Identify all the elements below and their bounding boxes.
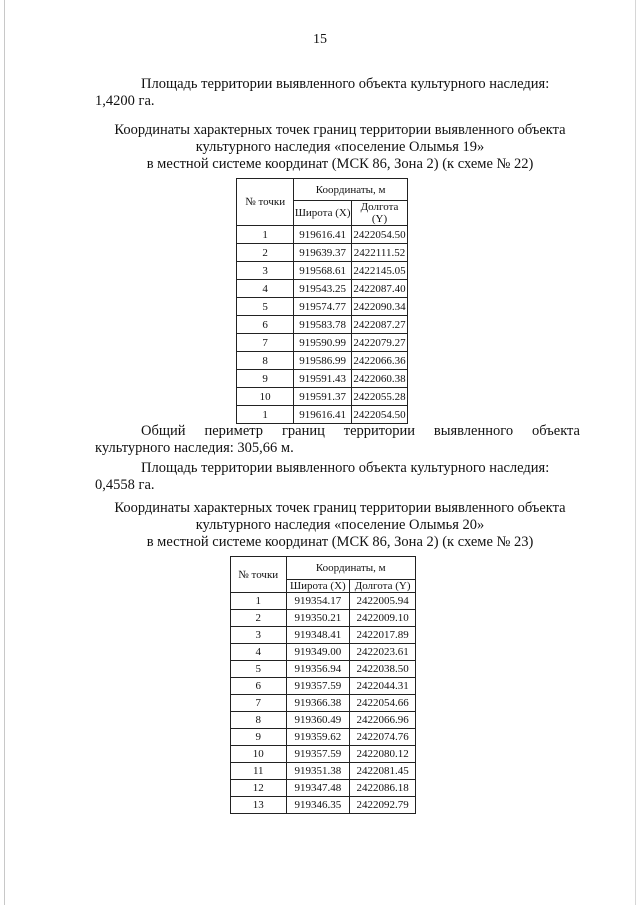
table2-body [231, 593, 416, 814]
cell-latitude: 919366.38 [286, 695, 350, 712]
cell-point-number: 1 [237, 406, 294, 424]
cell-latitude: 919357.59 [286, 746, 350, 763]
cell-longitude: 2422066.96 [350, 712, 416, 729]
cell-point-number: 5 [231, 661, 287, 678]
cell-longitude: 2422081.45 [350, 763, 416, 780]
area-paragraph-2-cont: 0,4558 га. [95, 477, 155, 493]
table-row [237, 352, 408, 370]
table1-title-line1: Координаты характерных точек границ территории выявленного объекта [114, 122, 566, 138]
cell-latitude: 919639.37 [294, 244, 352, 262]
cell-longitude: 2422038.50 [350, 661, 416, 678]
header-point-number: № точки [237, 179, 294, 226]
header-coordinates: Координаты, м [286, 557, 416, 580]
cell-longitude: 2422090.34 [352, 298, 408, 316]
cell-latitude: 919348.41 [286, 627, 350, 644]
header-latitude: Широта (X) [286, 580, 350, 593]
header-latitude: Широта (X) [294, 201, 352, 226]
cell-longitude: 2422145.05 [352, 262, 408, 280]
cell-latitude: 919350.21 [286, 610, 350, 627]
cell-point-number: 9 [231, 729, 287, 746]
table2-title-line2: культурного наследия «поселение Олымья 20» [195, 517, 485, 533]
table1-title-line2: культурного наследия «поселение Олымья 19» [195, 139, 485, 155]
cell-point-number: 3 [237, 262, 294, 280]
cell-point-number: 7 [231, 695, 287, 712]
perimeter-paragraph: Общий периметр границ территории выявленного объекта [141, 423, 580, 439]
cell-longitude: 2422092.79 [350, 797, 416, 814]
cell-point-number: 4 [231, 644, 287, 661]
cell-latitude: 919568.61 [294, 262, 352, 280]
cell-longitude: 2422054.50 [352, 226, 408, 244]
cell-longitude: 2422079.27 [352, 334, 408, 352]
cell-point-number: 10 [237, 388, 294, 406]
cell-longitude: 2422074.76 [350, 729, 416, 746]
table-row [237, 334, 408, 352]
table-row [237, 406, 408, 424]
cell-longitude: 2422087.27 [352, 316, 408, 334]
cell-point-number: 9 [237, 370, 294, 388]
cell-latitude: 919359.62 [286, 729, 350, 746]
area-paragraph-1: Площадь территории выявленного объекта культурного наследия: [141, 76, 550, 92]
header-longitude: Долгота (Y) [350, 580, 416, 593]
cell-longitude: 2422111.52 [352, 244, 408, 262]
cell-latitude: 919616.41 [294, 226, 352, 244]
table-row [231, 593, 416, 610]
cell-point-number: 1 [231, 593, 287, 610]
scan-edge-right [635, 0, 636, 905]
cell-longitude: 2422066.36 [352, 352, 408, 370]
cell-latitude: 919583.78 [294, 316, 352, 334]
table-row [231, 780, 416, 797]
table2-title-line1: Координаты характерных точек границ территории выявленного объекта [114, 500, 566, 516]
cell-longitude: 2422017.89 [350, 627, 416, 644]
table-row [231, 661, 416, 678]
cell-longitude: 2422080.12 [350, 746, 416, 763]
cell-latitude: 919360.49 [286, 712, 350, 729]
cell-longitude: 2422054.50 [352, 406, 408, 424]
scan-edge-left [4, 0, 5, 905]
cell-latitude: 919354.17 [286, 593, 350, 610]
cell-latitude: 919591.43 [294, 370, 352, 388]
table-row [237, 262, 408, 280]
cell-point-number: 8 [231, 712, 287, 729]
table-row [237, 370, 408, 388]
cell-point-number: 3 [231, 627, 287, 644]
cell-latitude: 919349.00 [286, 644, 350, 661]
cell-latitude: 919590.99 [294, 334, 352, 352]
table-row [237, 316, 408, 334]
perimeter-paragraph-cont: культурного наследия: 305,66 м. [95, 440, 294, 456]
cell-point-number: 2 [237, 244, 294, 262]
page-number: 15 [313, 32, 327, 47]
cell-point-number: 11 [231, 763, 287, 780]
cell-longitude: 2422054.66 [350, 695, 416, 712]
table-row [231, 644, 416, 661]
table-row [231, 610, 416, 627]
table1-body [237, 226, 408, 424]
cell-point-number: 1 [237, 226, 294, 244]
table1-title-line3: в местной системе координат (МСК 86, Зона 2) (к схеме № 22) [146, 156, 534, 172]
cell-point-number: 2 [231, 610, 287, 627]
table-row [231, 797, 416, 814]
table-row [231, 746, 416, 763]
area-paragraph-1-cont: 1,4200 га. [95, 93, 155, 109]
cell-point-number: 13 [231, 797, 287, 814]
coordinates-table-1 [236, 178, 408, 424]
cell-longitude: 2422086.18 [350, 780, 416, 797]
cell-longitude: 2422023.61 [350, 644, 416, 661]
cell-latitude: 919356.94 [286, 661, 350, 678]
cell-point-number: 10 [231, 746, 287, 763]
cell-latitude: 919347.48 [286, 780, 350, 797]
cell-point-number: 8 [237, 352, 294, 370]
table-row [231, 729, 416, 746]
table-row [237, 298, 408, 316]
cell-point-number: 6 [237, 316, 294, 334]
cell-longitude: 2422055.28 [352, 388, 408, 406]
cell-latitude: 919574.77 [294, 298, 352, 316]
cell-latitude: 919346.35 [286, 797, 350, 814]
header-longitude: Долгота (Y) [352, 201, 408, 226]
table-row [237, 226, 408, 244]
table-row [237, 388, 408, 406]
cell-longitude: 2422044.31 [350, 678, 416, 695]
table-row [237, 280, 408, 298]
cell-latitude: 919543.25 [294, 280, 352, 298]
cell-longitude: 2422009.10 [350, 610, 416, 627]
table-row [231, 627, 416, 644]
cell-latitude: 919616.41 [294, 406, 352, 424]
cell-latitude: 919591.37 [294, 388, 352, 406]
coordinates-table-2 [230, 556, 416, 814]
cell-latitude: 919357.59 [286, 678, 350, 695]
area-paragraph-2: Площадь территории выявленного объекта культурного наследия: [141, 460, 550, 476]
cell-point-number: 7 [237, 334, 294, 352]
table-row [231, 695, 416, 712]
cell-latitude: 919351.38 [286, 763, 350, 780]
cell-point-number: 4 [237, 280, 294, 298]
cell-point-number: 12 [231, 780, 287, 797]
table-row [231, 763, 416, 780]
table-row [231, 712, 416, 729]
cell-longitude: 2422005.94 [350, 593, 416, 610]
table-row [237, 244, 408, 262]
table2-title-line3: в местной системе координат (МСК 86, Зона 2) (к схеме № 23) [146, 534, 534, 550]
cell-point-number: 5 [237, 298, 294, 316]
header-point-number: № точки [231, 557, 287, 593]
cell-longitude: 2422087.40 [352, 280, 408, 298]
cell-longitude: 2422060.38 [352, 370, 408, 388]
cell-point-number: 6 [231, 678, 287, 695]
header-coordinates: Координаты, м [294, 179, 408, 201]
table-row [231, 678, 416, 695]
cell-latitude: 919586.99 [294, 352, 352, 370]
